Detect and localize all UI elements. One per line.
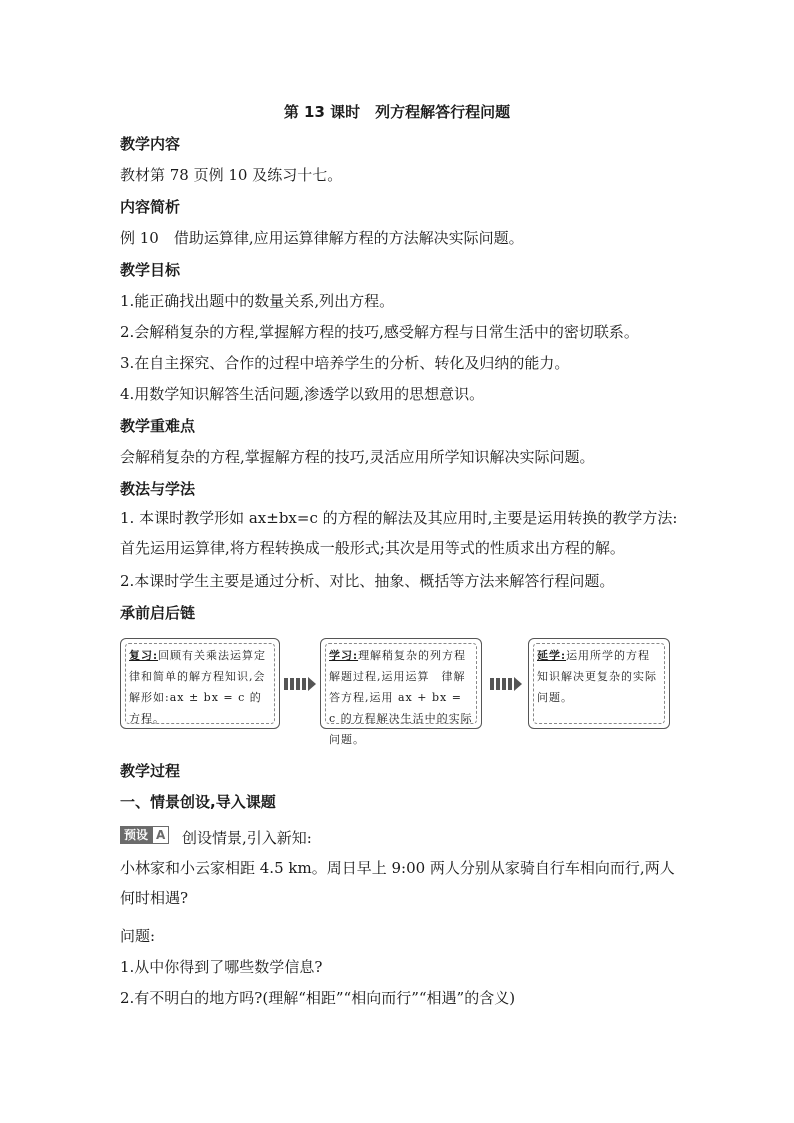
key-text: 会解稍复杂的方程,掌握解方程的技巧,灵活应用所学知识解决实际问题。 [120, 448, 595, 466]
goals-heading: 教学目标 [120, 261, 181, 279]
method-heading: 教法与学法 [120, 480, 196, 498]
review-box [120, 638, 280, 729]
goal-item: 2.会解稍复杂的方程,掌握解方程的技巧,感受解方程与日常生活中的密切联系。 [120, 323, 639, 341]
question-item: 1.从中你得到了哪些数学信息? [120, 958, 323, 976]
preset-tag [120, 826, 169, 843]
learn-text: 理解稍复杂的列方程解题过程,运用运算 律解答方程,运用 ax + bx = c 的方程解决生活中的实际问题。 [329, 649, 473, 746]
review-text: 回顾有关乘法运算定律和简单的解方程知识,会解形如:ax ± bx = c 的方程。 [129, 649, 267, 725]
extend-text: 运用所学的方程知识解决更复杂的实际问题。 [537, 649, 657, 704]
method-text-1: 1. 本课时教学形如 ax±bx=c 的方程的解法及其应用时,主要是运用转换的教学方法:首先运用运算律,将方程转换成一般形式;其次是用等式的性质求出方程的解。 [120, 509, 678, 557]
preset-tag-letter: A [152, 826, 169, 844]
key-heading: 教学重难点 [120, 417, 196, 435]
preset-tag-label: 预设 [120, 826, 152, 844]
question-item: 2.有不明白的地方吗?(理解“相距”“相向而行”“相遇”的含义) [120, 989, 516, 1007]
question-label: 问题: [120, 927, 156, 945]
page-title: 第 13 课时 列方程解答行程问题 [283, 103, 511, 121]
goal-item: 3.在自主探究、合作的过程中培养学生的分析、转化及归纳的能力。 [120, 354, 570, 372]
scenario-text: 小林家和小云家相距 4.5 km。周日早上 9:00 两人分别从家骑自行车相向而行,两人何时相遇? [120, 859, 675, 907]
process-subheading: 一、情景创设,导入课题 [120, 793, 276, 811]
learn-box [320, 638, 482, 746]
arrow-right-icon [490, 678, 524, 690]
analysis-heading: 内容简析 [120, 198, 181, 216]
goal-item: 4.用数学知识解答生活问题,渗透学以致用的思想意识。 [120, 385, 485, 403]
learn-label: 学习: [329, 649, 359, 662]
preset-text: 创设情景,引入新知: [182, 829, 312, 847]
content-text: 教材第 78 页例 10 及练习十七。 [120, 166, 343, 184]
method-text-2: 2.本课时学生主要是通过分析、对比、抽象、概括等方法来解答行程问题。 [120, 572, 615, 590]
goal-item: 1.能正确找出题中的数量关系,列出方程。 [120, 292, 395, 310]
process-heading: 教学过程 [120, 762, 181, 780]
content-heading: 教学内容 [120, 135, 181, 153]
review-label: 复习: [129, 649, 159, 662]
analysis-text: 例 10 借助运算律,应用运算律解方程的方法解决实际问题。 [120, 229, 524, 247]
extend-box [528, 638, 670, 729]
link-heading: 承前启后链 [120, 604, 196, 622]
link-flowchart [120, 638, 670, 746]
extend-label: 延学: [537, 649, 567, 662]
arrow-right-icon [284, 678, 318, 690]
